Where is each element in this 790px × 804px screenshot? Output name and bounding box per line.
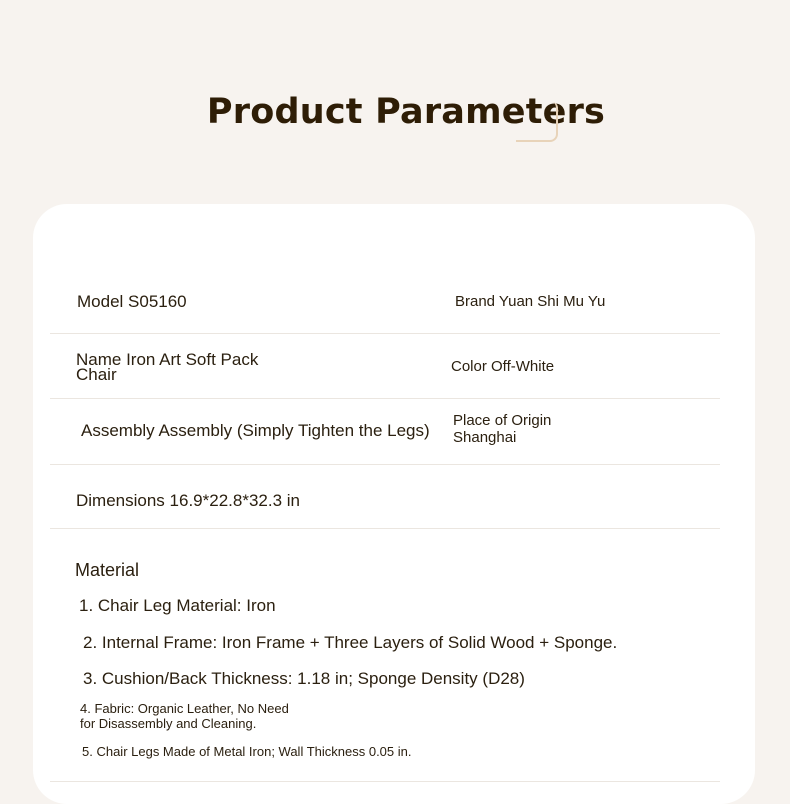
row-divider	[50, 398, 720, 399]
row-divider	[50, 528, 720, 529]
name-value	[76, 352, 258, 382]
model-value: Model S05160	[77, 292, 187, 311]
origin-value	[453, 412, 551, 446]
color-value: Color Off-White	[451, 358, 555, 375]
material-item-4	[80, 701, 289, 731]
origin-line-2: Shanghai	[453, 429, 517, 446]
name-line-2: Chair	[76, 365, 117, 384]
material-item-3: 3. Cushion/Back Thickness: 1.18 in; Sponge Density (D28)	[83, 669, 525, 688]
dimensions-value: Dimensions 16.9*22.8*32.3 in	[76, 491, 300, 510]
material-item-2: 2. Internal Frame: Iron Frame + Three Layers of Solid Wood + Sponge.	[83, 633, 618, 652]
row-divider	[50, 464, 720, 465]
row-divider	[50, 781, 720, 782]
brand-value: Brand Yuan Shi Mu Yu	[455, 293, 606, 310]
origin-line-1: Place of Origin	[453, 412, 552, 429]
material-heading: Material	[75, 560, 140, 580]
material-item-1: 1. Chair Leg Material: Iron	[79, 596, 276, 615]
decorative-corner	[516, 102, 558, 142]
row-divider	[50, 333, 720, 334]
material-item-4-line-1: 4. Fabric: Organic Leather, No Need	[80, 701, 289, 716]
name-line-1: Name Iron Art Soft Pack	[76, 350, 259, 369]
assembly-value: Assembly Assembly (Simply Tighten the Legs)	[81, 421, 430, 440]
material-item-4-line-2: for Disassembly and Cleaning.	[80, 716, 257, 731]
material-item-5: 5. Chair Legs Made of Metal Iron; Wall Thickness 0.05 in.	[82, 744, 412, 759]
page-title: Product Parameters	[206, 92, 606, 132]
